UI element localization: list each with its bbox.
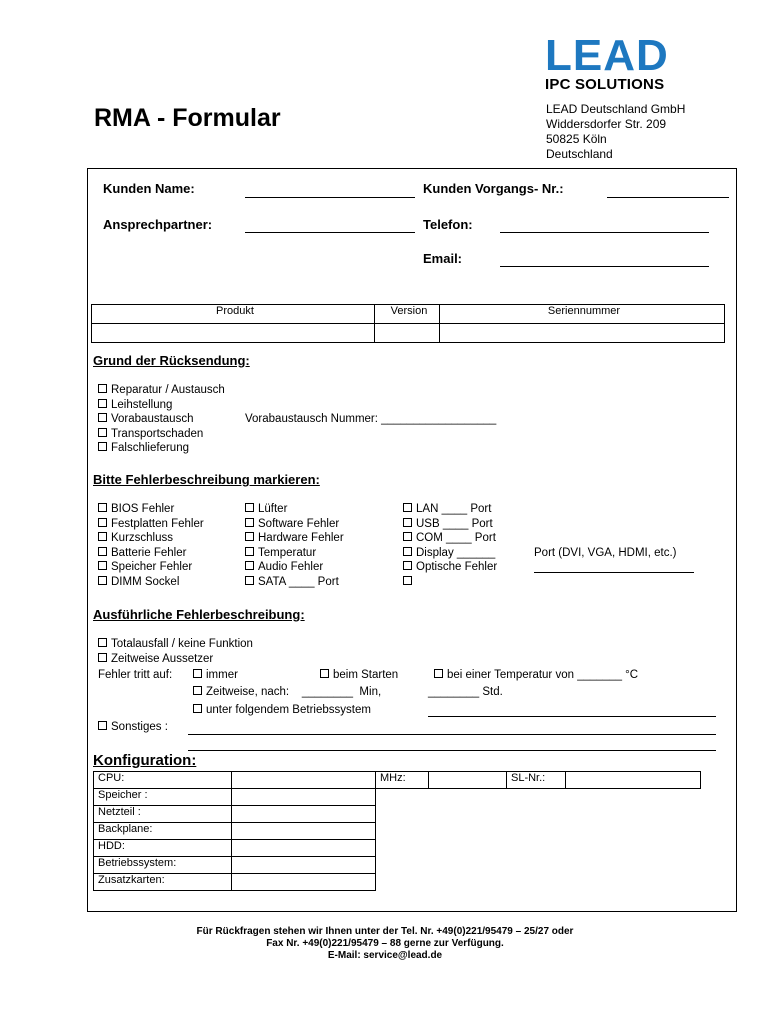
checkbox-icon — [245, 561, 254, 570]
faults-col2 — [245, 502, 344, 589]
display-port-field[interactable] — [534, 572, 694, 573]
checkbox-icon — [403, 518, 412, 527]
checkbox-icon — [320, 669, 329, 678]
checkbox-icon — [193, 669, 202, 678]
checkbox-icon — [434, 669, 443, 678]
checkbox-icon — [98, 721, 107, 730]
fault-item[interactable]: Batterie Fehler — [98, 546, 204, 561]
config-label-backplane: Backplane: — [94, 823, 232, 840]
customer-name-field[interactable] — [245, 197, 415, 198]
config-mhz-label: MHz: — [376, 772, 429, 789]
checkbox-icon — [98, 561, 107, 570]
fault-item[interactable]: Optische Fehler — [403, 560, 497, 575]
product-table — [91, 304, 725, 343]
version-header: Version — [375, 305, 440, 324]
version-cell[interactable] — [375, 324, 440, 343]
checkbox-icon — [403, 503, 412, 512]
footer-email: E-Mail: service@lead.de — [327, 950, 443, 961]
fault-item[interactable]: Audio Fehler — [245, 560, 344, 575]
customer-vorgang-label: Kunden Vorgangs- Nr.: — [423, 181, 564, 196]
faults-col3 — [403, 502, 497, 589]
fault-item[interactable]: Software Fehler — [245, 517, 344, 532]
reason-list — [98, 383, 225, 456]
fault-item[interactable]: SATA ____ Port — [245, 575, 344, 590]
checkbox-icon — [98, 503, 107, 512]
fault-item[interactable]: DIMM Sockel — [98, 575, 204, 590]
vorab-number[interactable]: Vorabaustausch Nummer: __________________ — [245, 413, 497, 425]
footer-line: Für Rückfragen stehen wir Ihnen unter der Tel. Nr. +49(0)221/95479 – 25/27 oder — [196, 926, 574, 937]
checkbox-icon — [98, 442, 107, 451]
checkbox-icon — [245, 532, 254, 541]
checkbox-icon — [98, 576, 107, 585]
checkbox-icon — [98, 428, 107, 437]
fault-item[interactable]: Temperatur — [245, 546, 344, 561]
logo-lead: LEAD — [545, 31, 669, 80]
serial-cell[interactable] — [440, 324, 725, 343]
total-failure-option[interactable]: Totalausfall / keine Funktion — [98, 637, 253, 652]
product-cell[interactable] — [92, 324, 375, 343]
checkbox-icon — [403, 576, 412, 585]
config-label-os: Betriebssystem: — [94, 857, 232, 874]
serial-header: Seriennummer — [440, 305, 725, 324]
checkbox-icon — [245, 518, 254, 527]
address-line: 50825 Köln — [546, 132, 607, 146]
checkbox-icon — [98, 653, 107, 662]
sometimes-option[interactable]: Zeitweise, nach: ________ Min, — [193, 685, 381, 700]
checkbox-icon — [98, 413, 107, 422]
address-line: Deutschland — [546, 147, 613, 161]
at-start-option[interactable]: beim Starten — [320, 668, 398, 683]
fault-item[interactable]: COM ____ Port — [403, 531, 497, 546]
checkbox-icon — [245, 576, 254, 585]
reason-item[interactable]: Falschlieferung — [98, 441, 225, 456]
product-header: Produkt — [92, 305, 375, 324]
checkbox-icon — [245, 547, 254, 556]
customer-vorgang-field[interactable] — [607, 197, 729, 198]
config-table — [93, 771, 701, 891]
address-line: Widdersdorfer Str. 209 — [546, 117, 667, 131]
fault-item[interactable] — [403, 575, 497, 590]
logo-subtitle: IPC SOLUTIONS — [545, 76, 665, 93]
faults-col1 — [98, 502, 204, 589]
page-title: RMA - Formular — [94, 104, 281, 132]
os-field[interactable] — [428, 716, 716, 717]
other-option[interactable]: Sonstiges : — [98, 720, 168, 735]
footer-contact — [0, 926, 770, 962]
faults-heading: Bitte Fehlerbeschreibung markieren: — [93, 472, 320, 487]
config-sl-value[interactable] — [566, 772, 701, 789]
other-field-line-1[interactable] — [188, 734, 716, 735]
contact-label: Ansprechpartner: — [103, 217, 213, 232]
fault-item[interactable]: Lüfter — [245, 502, 344, 517]
config-value-cpu[interactable] — [232, 772, 376, 789]
config-label-cpu: CPU: — [94, 772, 232, 789]
email-label: Email: — [423, 251, 463, 266]
fault-item[interactable]: Speicher Fehler — [98, 560, 204, 575]
fault-item[interactable]: Festplatten Fehler — [98, 517, 204, 532]
contact-field[interactable] — [245, 232, 415, 233]
config-value-cards[interactable] — [232, 874, 376, 891]
config-value-hdd[interactable] — [232, 840, 376, 857]
fault-item[interactable]: Display ______ — [403, 546, 497, 561]
config-label-hdd: HDD: — [94, 840, 232, 857]
checkbox-icon — [98, 518, 107, 527]
fault-item[interactable]: Hardware Fehler — [245, 531, 344, 546]
checkbox-icon — [193, 704, 202, 713]
display-note: Port (DVI, VGA, HDMI, etc.) — [534, 547, 677, 559]
reason-heading: Grund der Rücksendung: — [93, 353, 250, 368]
checkbox-icon — [403, 561, 412, 570]
always-option[interactable]: immer — [193, 668, 238, 683]
email-field[interactable] — [500, 266, 709, 267]
checkbox-icon — [403, 532, 412, 541]
config-value-psu[interactable] — [232, 806, 376, 823]
reason-item[interactable]: Vorabaustausch — [98, 412, 225, 427]
checkbox-icon — [403, 547, 412, 556]
company-address — [546, 102, 685, 162]
footer-line: Fax Nr. +49(0)221/95479 – 88 gerne zur Verfügung. — [266, 938, 504, 949]
fault-item[interactable]: LAN ____ Port — [403, 502, 497, 517]
checkbox-icon — [98, 532, 107, 541]
config-mhz-value[interactable] — [429, 772, 507, 789]
checkbox-icon — [245, 503, 254, 512]
at-temp-option[interactable]: bei einer Temperatur von _______ °C — [434, 668, 638, 683]
config-value-memory[interactable] — [232, 789, 376, 806]
config-sl-label: SL-Nr.: — [507, 772, 566, 789]
fault-item[interactable]: BIOS Fehler — [98, 502, 204, 517]
fault-item[interactable]: USB ____ Port — [403, 517, 497, 532]
config-label-psu: Netzteil : — [94, 806, 232, 823]
fault-item[interactable]: Kurzschluss — [98, 531, 204, 546]
hours-field[interactable]: ________ Std. — [428, 686, 503, 698]
checkbox-icon — [98, 384, 107, 393]
address-line: LEAD Deutschland GmbH — [546, 102, 686, 116]
config-label-memory: Speicher : — [94, 789, 232, 806]
intermittent-option[interactable]: Zeitweise Aussetzer — [98, 652, 213, 667]
config-value-backplane[interactable] — [232, 823, 376, 840]
occurs-label: Fehler tritt auf: — [98, 669, 173, 681]
checkbox-icon — [98, 638, 107, 647]
detail-heading: Ausführliche Fehlerbeschreibung: — [93, 607, 305, 622]
checkbox-icon — [98, 399, 107, 408]
reason-item[interactable]: Reparatur / Austausch — [98, 383, 225, 398]
config-value-os[interactable] — [232, 857, 376, 874]
checkbox-icon — [193, 686, 202, 695]
customer-name-label: Kunden Name: — [103, 181, 195, 196]
config-label-cards: Zusatzkarten: — [94, 874, 232, 891]
os-option[interactable]: unter folgendem Betriebssystem — [193, 703, 371, 718]
reason-item[interactable]: Transportschaden — [98, 427, 225, 442]
other-field-line-2[interactable] — [188, 750, 716, 751]
config-heading: Konfiguration: — [93, 752, 197, 769]
checkbox-icon — [98, 547, 107, 556]
phone-field[interactable] — [500, 232, 709, 233]
phone-label: Telefon: — [423, 217, 473, 232]
reason-item[interactable]: Leihstellung — [98, 398, 225, 413]
